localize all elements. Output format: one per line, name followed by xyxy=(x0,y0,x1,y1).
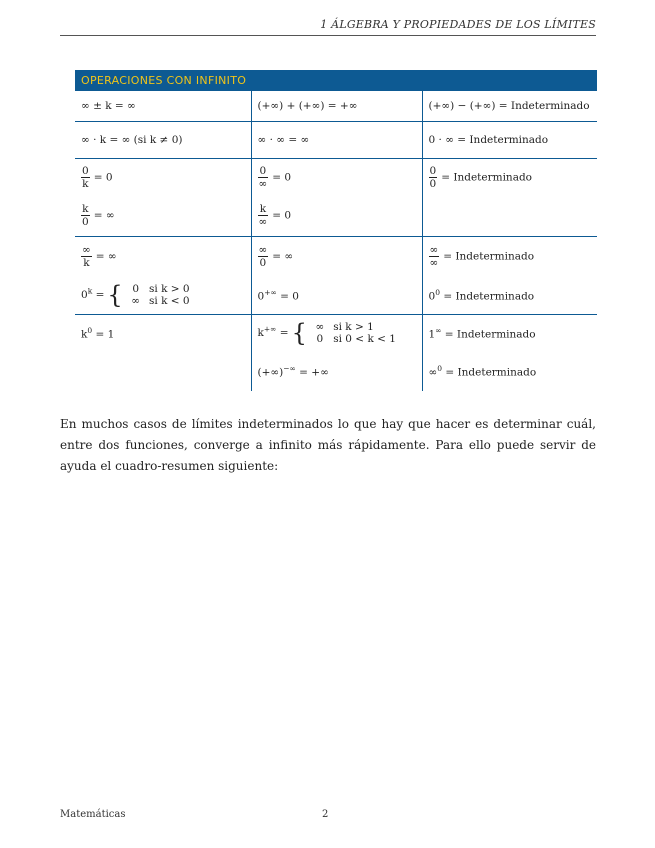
table-cell: $\frac{\infty}{k}$ = ∞ xyxy=(82,243,117,269)
table-row xyxy=(75,276,597,314)
left-brace: { xyxy=(291,319,307,348)
fraction: $\frac{\infty}{\infty}$ xyxy=(429,243,439,269)
formula: ∞ · k = ∞ (si k ≠ 0) xyxy=(81,133,183,146)
formula: 0 · ∞ = Indeterminado xyxy=(428,133,549,146)
table-cell: $\frac{\infty}{\infty}$ = Indeterminado xyxy=(422,236,597,276)
table-row xyxy=(75,236,597,276)
table-row xyxy=(75,158,597,196)
footer-subject: Matemáticas xyxy=(60,809,126,820)
table-row xyxy=(75,121,597,158)
table-row xyxy=(75,314,597,352)
fraction: $\frac{0}{\infty}$ xyxy=(258,164,268,190)
piecewise-cases: 0 si k > 0 ∞ si k < 0 xyxy=(131,282,190,307)
fraction: $\frac{0}{0}$ xyxy=(429,164,437,190)
table-cell: 0$^k$ = { 0 si k > 0 ∞ si k < 0 xyxy=(75,276,251,314)
table-cell xyxy=(75,352,251,391)
operations-table xyxy=(75,70,597,391)
table-cell: $\frac{0}{k}$ = 0 xyxy=(82,164,113,190)
body-paragraph: En muchos casos de límites indeterminados lo que hay que hacer es determinar cuál, entre dos funciones, converge a infinito más rápidamente. Para ello puede servir de ayuda el cuadro-resumen siguiente: xyxy=(60,417,596,473)
table-cell xyxy=(251,91,422,121)
table-cell xyxy=(422,121,597,158)
fraction: $\frac{k}{\infty}$ xyxy=(258,203,268,229)
left-brace: { xyxy=(107,280,123,309)
table-cell: $\frac{\infty}{0}$ = ∞ xyxy=(251,236,422,276)
operations-grid xyxy=(75,91,597,391)
formula: (+∞) + (+∞) = +∞ xyxy=(257,99,358,112)
table-cell xyxy=(75,121,251,158)
table-cell: ∞$^0$ = Indeterminado xyxy=(422,352,597,391)
table-cell xyxy=(251,121,422,158)
formula: (+∞) − (+∞) = Indeterminado xyxy=(428,99,590,112)
table-title: OPERACIONES CON INFINITO xyxy=(75,70,597,91)
table-cell: 1∞ = Indeterminado xyxy=(422,314,597,352)
table-cell: $\frac{k}{0}$ = ∞ xyxy=(75,196,251,236)
piecewise-cases: ∞ si k > 1 0 si 0 < k < 1 xyxy=(315,321,396,346)
table-cell: $\frac{0}{0}$ = Indeterminado xyxy=(422,158,597,196)
table-cell xyxy=(422,91,597,121)
formula: ∞ ± k = ∞ xyxy=(81,99,136,112)
fraction: $\frac{\infty}{k}$ xyxy=(82,243,91,269)
table-cell xyxy=(75,91,251,121)
table-row xyxy=(75,91,597,121)
table-cell: $\frac{0}{\infty}$ = 0 xyxy=(251,158,422,196)
page-number: 2 xyxy=(322,809,329,820)
table-cell: $k^0 = 1$ xyxy=(81,326,115,341)
table-row xyxy=(75,352,597,391)
fraction: $\frac{\infty}{0}$ xyxy=(258,243,268,269)
formula: ∞ · ∞ = ∞ xyxy=(257,133,310,146)
table-cell: (+∞)−∞ = +∞ xyxy=(251,352,422,391)
table-cell: k+∞ = { ∞ si k > 1 0 si 0 < k < 1 xyxy=(251,314,422,352)
header-rule xyxy=(60,35,596,36)
table-cell: $\frac{k}{\infty}$ = 0 xyxy=(251,196,422,236)
fraction: $\frac{0}{k}$ xyxy=(82,164,89,190)
table-cell: 0+∞ = 0 xyxy=(251,276,422,314)
table-cell xyxy=(422,196,597,236)
table-cell: $0^0$ = Indeterminado xyxy=(422,276,597,314)
fraction: $\frac{k}{0}$ xyxy=(82,203,89,229)
running-header: 1 ÁLGEBRA Y PROPIEDADES DE LOS LÍMITES xyxy=(320,18,596,31)
table-row xyxy=(75,196,597,236)
